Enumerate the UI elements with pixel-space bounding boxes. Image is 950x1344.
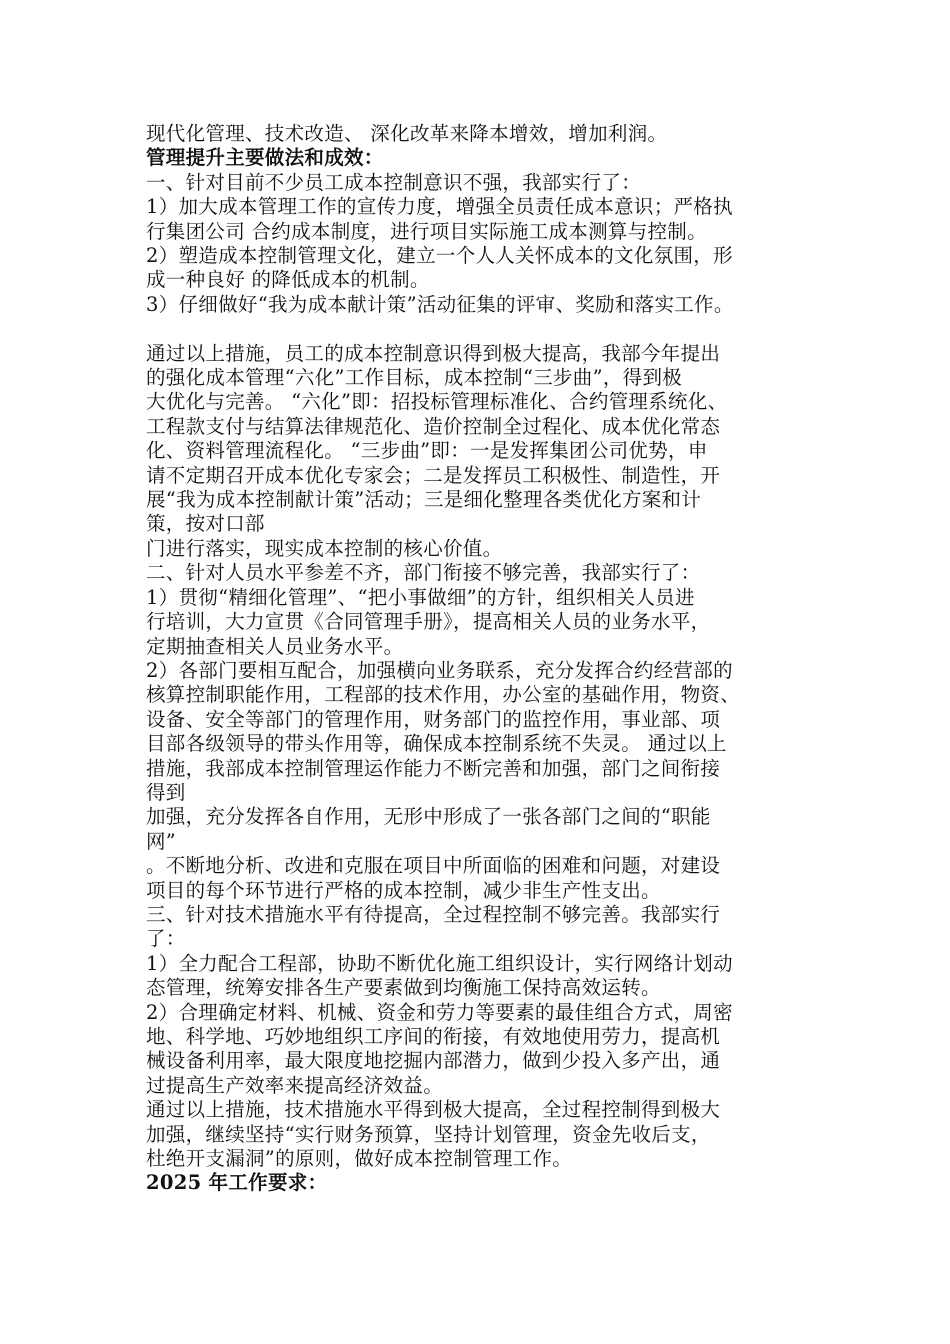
body-line: 的强化成本管理“六化”工作目标，成本控制“三步曲”，得到极 [146,366,683,390]
section-heading: 管理提升主要做法和成效： [146,146,384,170]
document-body [146,122,836,1196]
body-line: 态管理，统筹安排各生产要素做到均衡施工保持高效运转。 [146,976,661,1000]
section-heading: 2025 年工作要求： [146,1171,328,1195]
body-line: 定期抽查相关人员业务水平。 [146,634,404,658]
body-line: 门进行落实，现实成本控制的核心价值。 [146,536,503,560]
body-line: 现代化管理、技术改造、 深化改革来降本增效，增加利润。 [146,122,668,145]
body-line: 2）合理确定材料、机械、资金和劳力等要素的最佳组合方式，周密 [146,1000,733,1024]
body-line: 化、资料管理流程化。 “三步曲”即：一是发挥集团公司优势，申 [146,439,708,463]
body-line: 2）各部门要相互配合，加强横向业务联系，充分发挥合约经营部的 [146,658,733,682]
paragraph-gap [146,317,836,341]
body-line: 三、针对技术措施水平有待提高，全过程控制不够完善。我部实行 [146,902,721,926]
body-line: 行集团公司 合约成本制度，进行项目实际施工成本测算与控制。 [146,219,707,243]
body-line: 工程款支付与结算法律规范化、造价控制全过程化、成本优化常态 [146,414,721,438]
body-line: 行培训，大力宣贯《合同管理手册》，提高相关人员的业务水平， [146,610,711,634]
body-line: 械设备利用率，最大限度地挖掘内部潜力，做到少投入多产出，通 [146,1049,721,1073]
body-line: 通过以上措施，员工的成本控制意识得到极大提高，我部今年提出 [146,341,721,365]
body-line: 大优化与完善。 “六化”即：招投标管理标准化、合约管理系统化、 [146,390,728,414]
body-line: 3）仔细做好“我为成本献计策”活动征集的评审、奖励和落实工作。 [146,292,734,316]
body-line: 请不定期召开成本优化专家会；二是发挥员工积极性、制造性，开 [146,463,721,487]
body-line: 地、科学地、巧妙地组织工序间的衔接，有效地使用劳力，提高机 [146,1025,721,1049]
body-line: 成一种良好 的降低成本的机制。 [146,268,430,292]
body-line: 1）贯彻“精细化管理”、“把小事做细”的方针，组织相关人员进 [146,585,695,609]
body-line: 1）加大成本管理工作的宣传力度，增强全员责任成本意识；严格执 [146,195,733,219]
body-line: 。不断地分析、改进和克服在项目中所面临的困难和问题，对建设 [146,854,721,878]
body-line: 措施，我部成本控制管理运作能力不断完善和加强，部门之间衔接 [146,756,721,780]
body-line: 了： [146,927,186,951]
body-line: 二、针对人员水平参差不齐，部门衔接不够完善，我部实行了： [146,561,701,585]
body-line: 核算控制职能作用，工程部的技术作用，办公室的基础作用，物资、 [146,683,741,707]
body-line: 2）塑造成本控制管理文化，建立一个人人关怀成本的文化氛围，形 [146,244,733,268]
body-line: 一、针对目前不少员工成本控制意识不强，我部实行了： [146,170,642,194]
body-line: 杜绝开支漏洞”的原则，做好成本控制管理工作。 [146,1147,573,1171]
body-line: 1）全力配合工程部，协助不断优化施工组织设计，实行网络计划动 [146,951,733,975]
body-line: 策，按对口部 [146,512,265,536]
body-line: 通过以上措施，技术措施水平得到极大提高，全过程控制得到极大 [146,1098,721,1122]
body-line: 加强，充分发挥各自作用，无形中形成了一张各部门之间的“职能 [146,805,711,829]
body-line: 网” [146,829,177,853]
body-line: 展“我为成本控制献计策”活动；三是细化整理各类优化方案和计 [146,488,702,512]
body-line: 设备、安全等部门的管理作用，财务部门的监控作用，事业部、项 [146,707,721,731]
body-line: 过提高生产效率来提高经济效益。 [146,1073,444,1097]
body-line: 目部各级领导的带头作用等，确保成本控制系统不失灵。 通过以上 [146,732,727,756]
body-line: 项目的每个环节进行严格的成本控制，减少非生产性支出。 [146,878,661,902]
body-line: 加强，继续坚持“实行财务预算，坚持计划管理，资金先收后支， [146,1122,711,1146]
body-line: 得到 [146,780,186,804]
